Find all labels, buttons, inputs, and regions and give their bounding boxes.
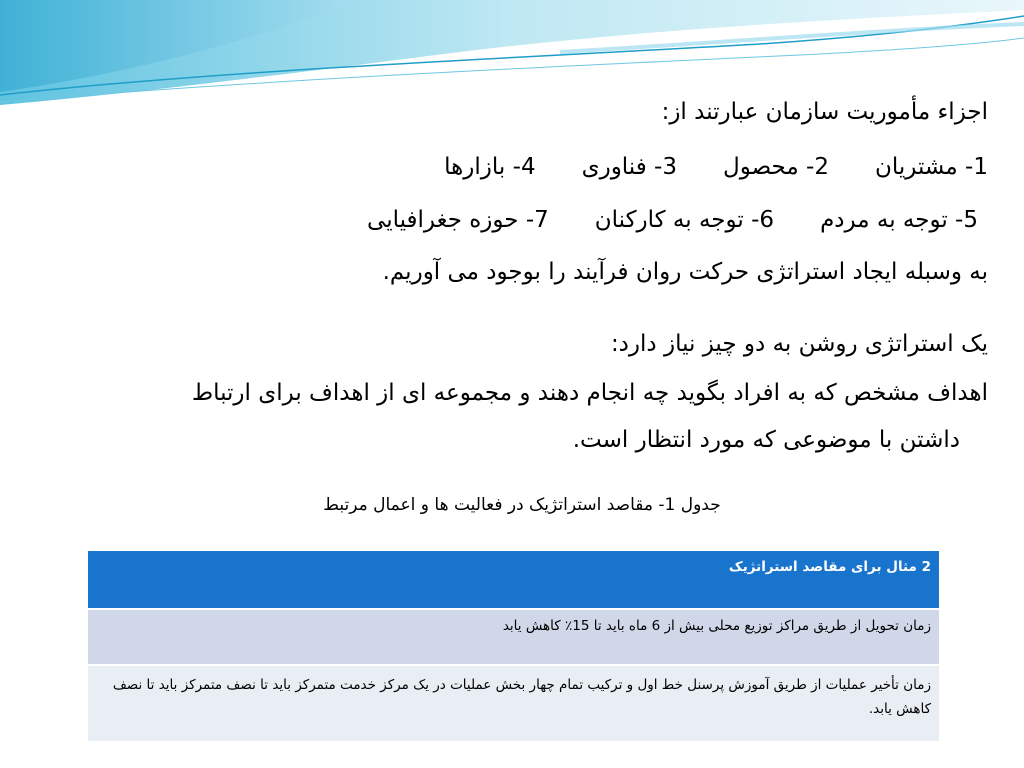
table-row [88,609,939,665]
mission-item: 5- توجه به مردم [820,207,978,233]
mission-item: 1- مشتریان [874,154,988,180]
mission-items-row-2 [367,207,978,235]
table-header-cell: 2 مثال برای مقاصد استراتژیک [88,551,939,609]
table-cell: زمان تحویل از طریق مراکز توزیع محلی بیش از 6 ماه باید تا 15٪ کاهش یابد [88,609,939,665]
mission-item: 2- محصول [723,154,829,180]
mission-item: 7- حوزه جغرافیایی [367,207,549,233]
table-cell: زمان تأخیر عملیات از طریق آموزش پرسنل خط اول و ترکیب تمام چهار بخش عملیات در یک مرکز خدمت متمرکز باید تا نصف متمرکز باید تا نصف کاهش یابد. [88,665,939,742]
goals-text-line-2: داشتن با موضوعی که مورد انتظار است. [572,427,960,453]
mission-item: 4- بازارها [444,154,536,180]
table-row [88,665,939,742]
intro-text: اجزاء مأموریت سازمان عبارتند از: [661,99,988,125]
table-caption: جدول 1- مقاصد استراتژیک در فعالیت ها و اعمال مرتبط [323,495,721,515]
mission-item: 6- توجه به کارکنان [594,207,775,233]
table-header-row [88,551,939,609]
strategy-needs-text: یک استراتژی روشن به دو چیز نیاز دارد: [610,331,988,357]
mission-item: 3- فناوری [581,154,677,180]
mission-items-row-1 [444,154,988,182]
strategic-intents-table [88,551,939,743]
goals-text-line-1: اهداف مشخص که به افراد بگوید چه انجام دهند و مجموعه ای از اهداف برای ارتباط [191,380,988,406]
summary-text: به وسبله ایجاد استراتژی حرکت روان فرآیند را بوجود می آوریم. [382,259,988,285]
